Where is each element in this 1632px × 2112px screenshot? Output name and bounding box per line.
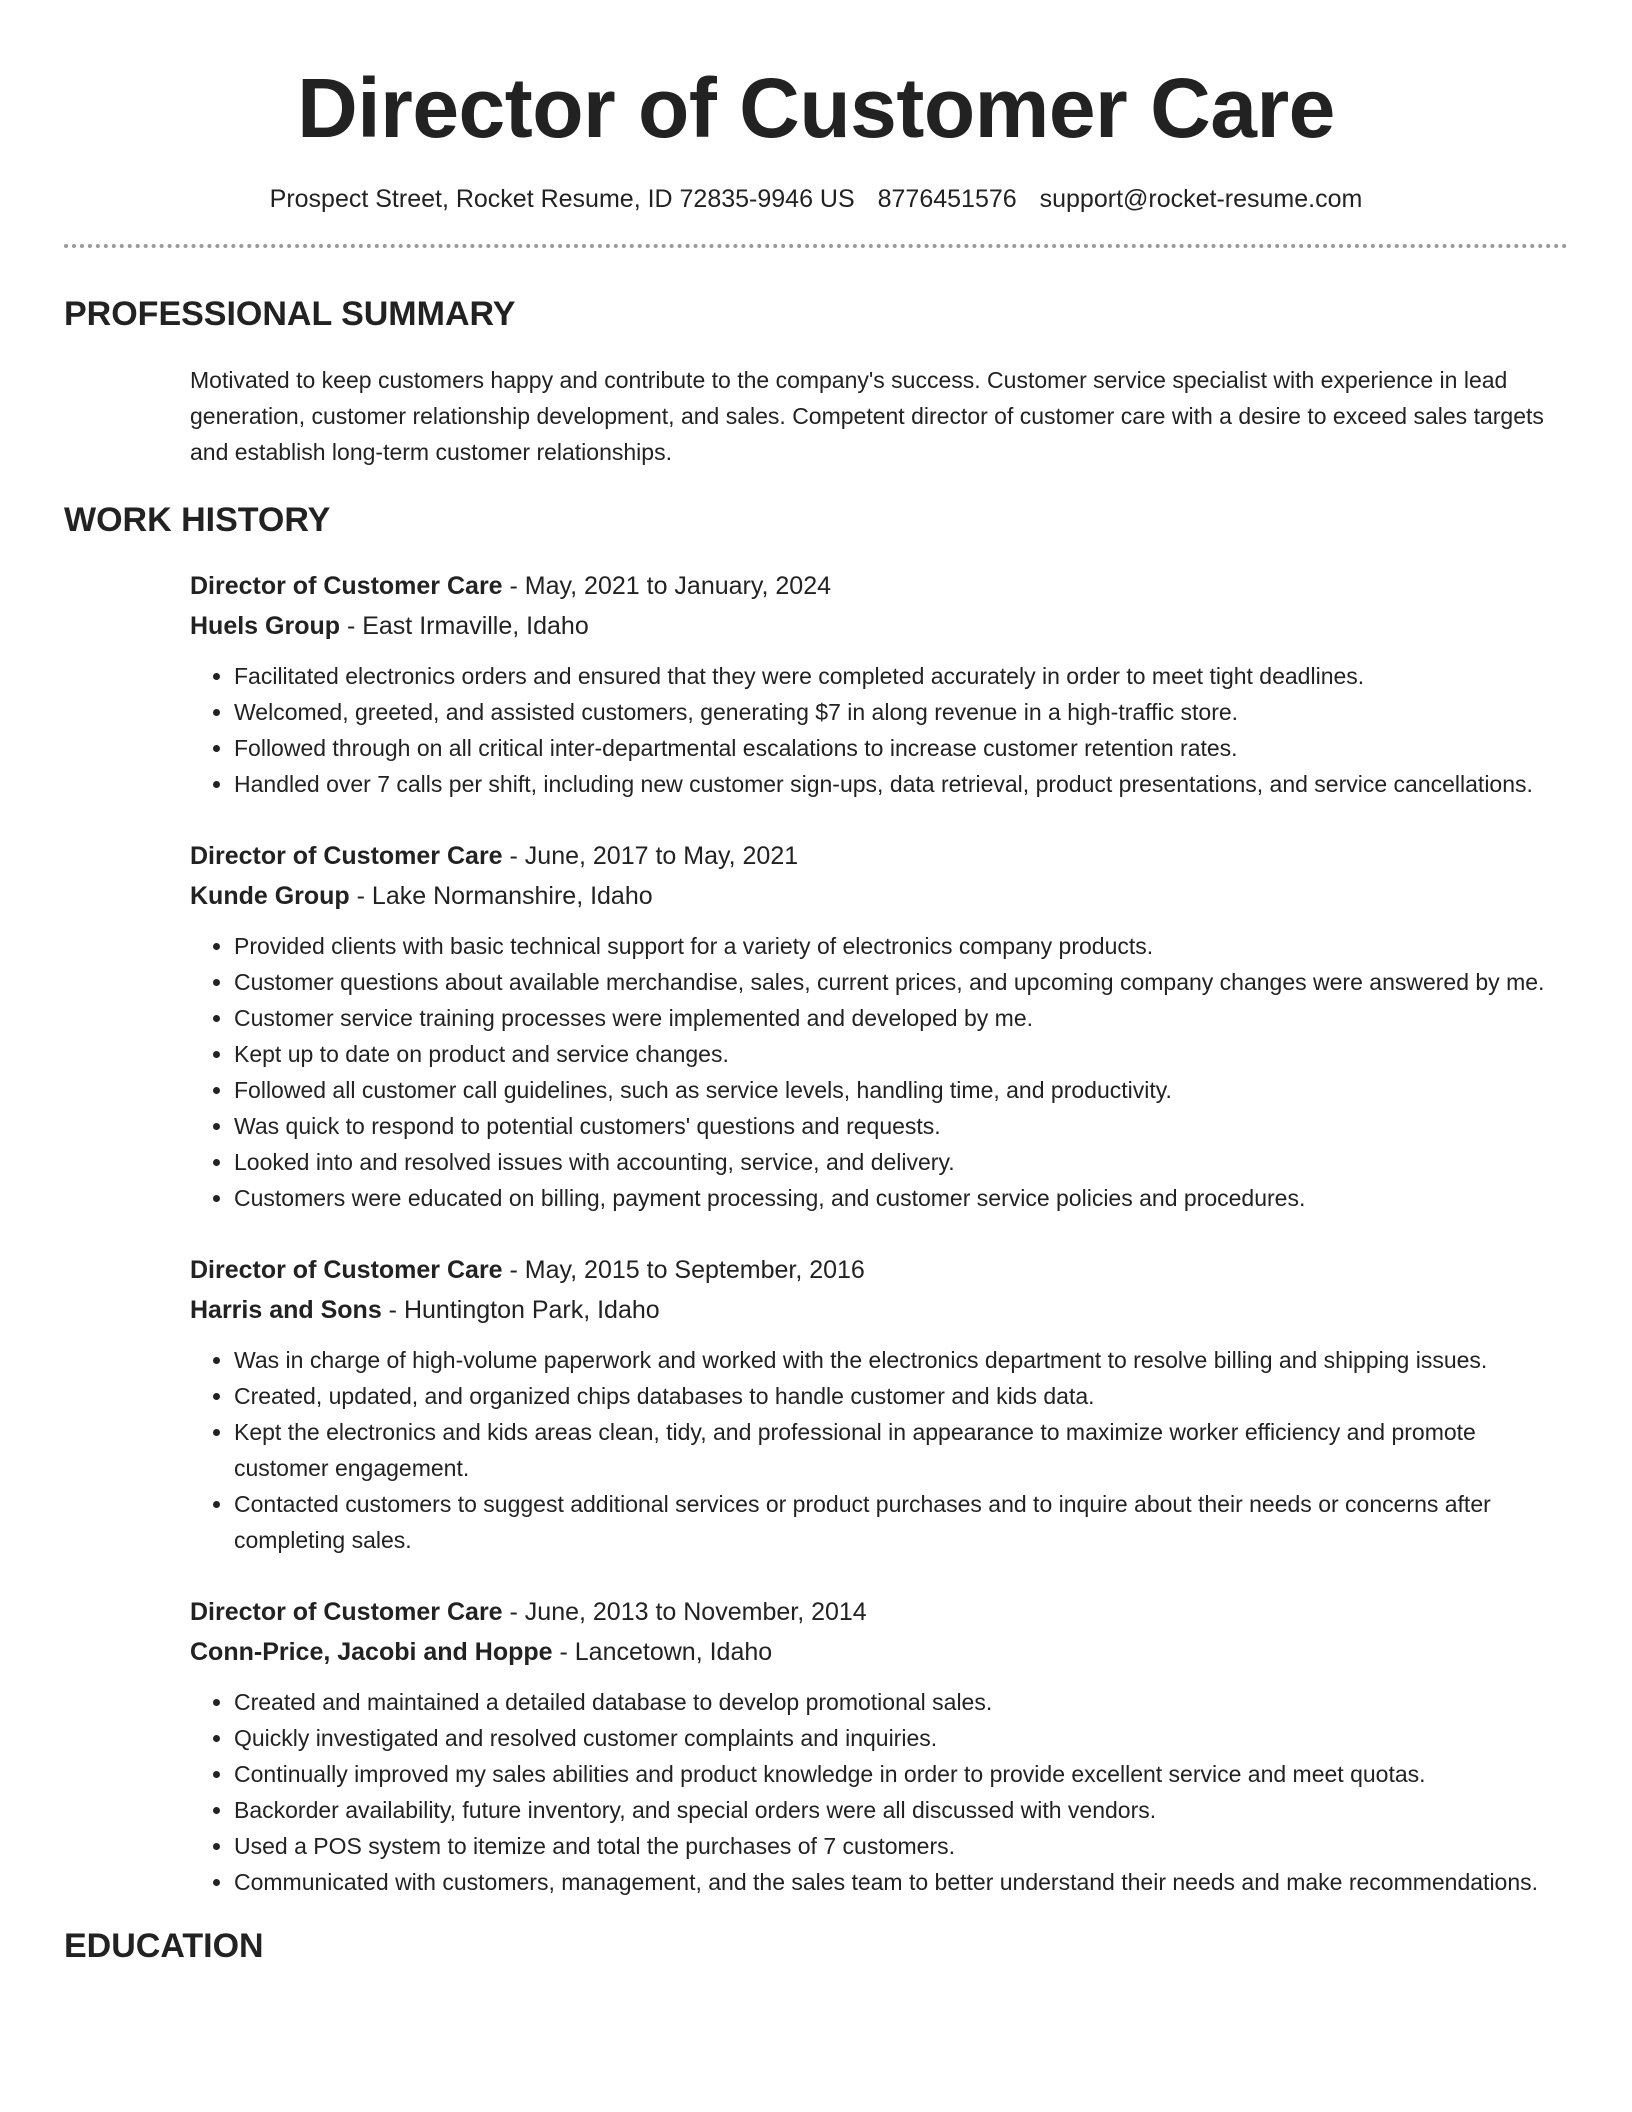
list-item: • Backorder availability, future inventory, and special orders were all discussed with vendors. [234, 1792, 1568, 1828]
job-title-line [190, 1250, 1568, 1290]
job-location: - East Irmaville, Idaho [340, 612, 589, 640]
contact-address: Prospect Street, Rocket Resume, ID 72835-9946 US [269, 185, 855, 213]
list-item: • Provided clients with basic technical support for a variety of electronics company products. [234, 928, 1568, 964]
job-role: Director of Customer Care [190, 1256, 503, 1284]
job-bullets [190, 1684, 1568, 1900]
job-title-line [190, 1592, 1568, 1632]
list-item: • Kept up to date on product and service changes. [234, 1036, 1568, 1072]
list-item: • Created and maintained a detailed database to develop promotional sales. [234, 1684, 1568, 1720]
job-dates: - June, 2013 to November, 2014 [502, 1598, 867, 1626]
list-item: • Communicated with customers, management, and the sales team to better understand their needs and make recommendations. [234, 1864, 1568, 1900]
contact-email: support@rocket-resume.com [1039, 185, 1363, 213]
job-title-line [190, 836, 1568, 876]
resume-page [64, 0, 1568, 1968]
list-item: • Contacted customers to suggest additional services or product purchases and to inquire about their needs or concerns after completing sales. [234, 1486, 1568, 1558]
job-bullets [190, 928, 1568, 1216]
job-location: - Huntington Park, Idaho [381, 1296, 660, 1324]
work-history-list [190, 566, 1568, 1900]
job-company: Huels Group [190, 612, 341, 640]
job-entry [190, 566, 1568, 802]
list-item: • Looked into and resolved issues with accounting, service, and delivery. [234, 1144, 1568, 1180]
contact-line [64, 182, 1568, 216]
job-role: Director of Customer Care [190, 572, 503, 600]
job-dates: - May, 2021 to January, 2024 [502, 572, 832, 600]
list-item: • Customer service training processes were implemented and developed by me. [234, 1000, 1568, 1036]
job-company: Conn-Price, Jacobi and Hoppe [190, 1638, 553, 1666]
job-company-line [190, 1290, 1568, 1330]
list-item: • Welcomed, greeted, and assisted customers, generating $7 in along revenue in a high-traffic store. [234, 694, 1568, 730]
list-item: • Customer questions about available merchandise, sales, current prices, and upcoming company changes were answered by me. [234, 964, 1568, 1000]
list-item: • Facilitated electronics orders and ensured that they were completed accurately in order to meet tight deadlines. [234, 658, 1568, 694]
job-role: Director of Customer Care [190, 842, 503, 870]
summary-text: Motivated to keep customers happy and contribute to the company's success. Customer service specialist with experience in lead generation, customer relationship development, and sales. Competent director of customer care with a desire to exceed sales targets and establish long-term customer relationships. [190, 367, 1544, 465]
list-item: • Was quick to respond to potential customers' questions and requests. [234, 1108, 1568, 1144]
resume-name: Director of Customer Care [297, 61, 1335, 155]
list-item: • Handled over 7 calls per shift, including new customer sign-ups, data retrieval, product presentations, and service cancellations. [234, 766, 1568, 802]
job-dates: - June, 2017 to May, 2021 [502, 842, 799, 870]
list-item: • Followed all customer call guidelines, such as service levels, handling time, and productivity. [234, 1072, 1568, 1108]
list-item: • Used a POS system to itemize and total the purchases of 7 customers. [234, 1828, 1568, 1864]
job-company-line [190, 876, 1568, 916]
list-item: • Created, updated, and organized chips databases to handle customer and kids data. [234, 1378, 1568, 1414]
list-item: • Was in charge of high-volume paperwork and worked with the electronics department to resolve billing and shipping issues. [234, 1342, 1568, 1378]
job-company: Kunde Group [190, 882, 350, 910]
job-entry [190, 836, 1568, 1216]
job-location: - Lake Normanshire, Idaho [349, 882, 653, 910]
header-divider [64, 244, 1568, 248]
section-title-education: EDUCATION [64, 1927, 264, 1965]
job-company-line [190, 1632, 1568, 1672]
list-item: • Quickly investigated and resolved customer complaints and inquiries. [234, 1720, 1568, 1756]
job-dates: - May, 2015 to September, 2016 [502, 1256, 865, 1284]
job-bullets [190, 1342, 1568, 1558]
list-item: • Continually improved my sales abilities and product knowledge in order to provide excellent service and meet quotas. [234, 1756, 1568, 1792]
job-company: Harris and Sons [190, 1296, 382, 1324]
list-item: • Customers were educated on billing, payment processing, and customer service policies and procedures. [234, 1180, 1568, 1216]
contact-phone: 8776451576 [877, 185, 1017, 213]
list-item: • Kept the electronics and kids areas clean, tidy, and professional in appearance to maximize worker efficiency and promote customer engagement. [234, 1414, 1568, 1486]
section-title-summary: PROFESSIONAL SUMMARY [64, 295, 516, 333]
list-item: • Followed through on all critical inter-departmental escalations to increase customer retention rates. [234, 730, 1568, 766]
job-entry [190, 1250, 1568, 1558]
job-role: Director of Customer Care [190, 1598, 503, 1626]
job-bullets [190, 658, 1568, 802]
job-title-line [190, 566, 1568, 606]
job-entry [190, 1592, 1568, 1900]
job-company-line [190, 606, 1568, 646]
section-title-work-history: WORK HISTORY [64, 501, 331, 539]
job-location: - Lancetown, Idaho [552, 1638, 773, 1666]
